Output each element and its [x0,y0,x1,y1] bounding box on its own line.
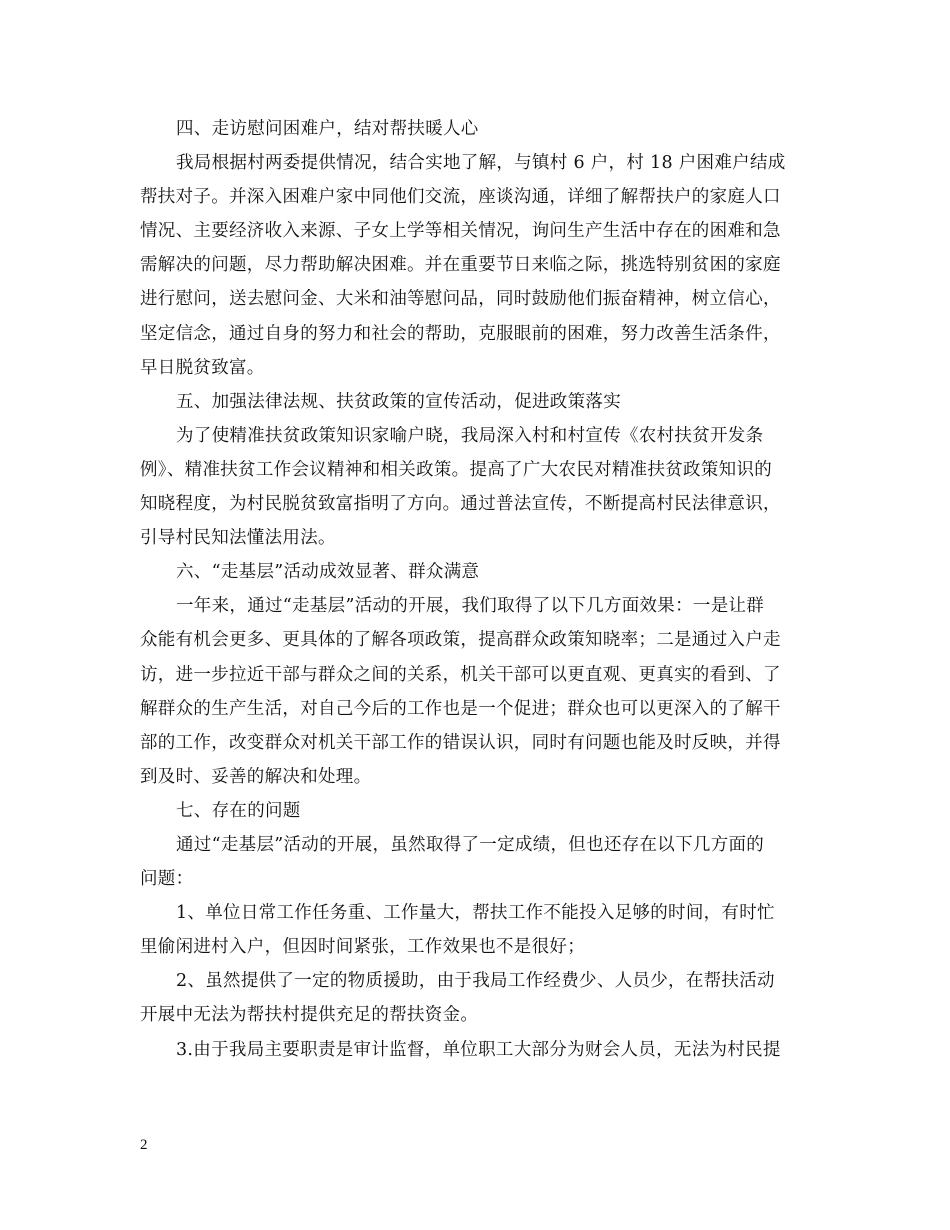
text-line: 开展中无法为帮扶村提供充足的帮扶资金。 [140,1005,479,1026]
paragraph-start-line: 五、加强法律法规、扶贫政策的宣传活动，促进政策落实 [176,391,621,412]
text-line: 访，进一步拉近干部与群众之间的关系，机关干部可以更直观、更真实的看到、了 [140,664,781,685]
text-line: 解群众的生产生活，对自己今后的工作也是一个促进；群众也可以更深入的了解干 [140,698,781,719]
text-line: 引导村民知法懂法用法。 [140,528,336,549]
text-line: 坚定信念，通过自身的努力和社会的帮助，克服眼前的困难，努力改善生活条件， [140,323,781,344]
paragraph-start-line: 2、虽然提供了一定的物质援助，由于我局工作经费少、人员少，在帮扶活动 [176,971,775,992]
text-line: 早日脱贫致富。 [140,357,265,378]
text-line: 问题： [140,869,194,890]
text-line: 知晓程度，为村民脱贫致富指明了方向。通过普法宣传，不断提高村民法律意识， [140,494,781,515]
document-body [140,112,812,1067]
paragraph-start-line: 七、存在的问题 [176,800,301,821]
paragraph-start-line: 1、单位日常工作任务重、工作量大，帮扶工作不能投入足够的时间，有时忙 [176,903,775,924]
text-line: 部的工作，改变群众对机关干部工作的错误认识，同时有问题也能及时反映，并得 [140,732,781,753]
text-line: 众能有机会更多、更具体的了解各项政策，提高群众政策知晓率；二是通过入户走 [140,630,781,651]
text-line: 帮扶对子。并深入困难户家中同他们交流，座谈沟通，详细了解帮扶户的家庭人口 [140,187,781,208]
paragraph-start-line: 3.由于我局主要职责是审计监督，单位职工大部分为财会人员，无法为村民提 [176,1039,781,1060]
text-line: 到及时、妥善的解决和处理。 [140,766,372,787]
paragraph-start-line: 我局根据村两委提供情况，结合实地了解，与镇村 6 户，村 18 户困难户结成 [176,153,786,174]
text-line: 情况、主要经济收入来源、子女上学等相关情况，询问生产生活中存在的困难和急 [140,221,781,242]
text-line: 里偷闲进村入户，但因时间紧张，工作效果也不是很好； [140,937,585,958]
paragraph-start-line: 四、走访慰问困难户，结对帮扶暖人心 [176,119,479,139]
paragraph-start-line: 六、“走基层”活动成效显著、群众满意 [176,562,480,583]
paragraph-start-line: 一年来，通过“走基层”活动的开展，我们取得了以下几方面效果：一是让群 [176,596,765,617]
text-line: 需解决的问题，尽力帮助解决困难。并在重要节日来临之际，挑选特别贫困的家庭 [140,255,781,276]
text-line: 进行慰问，送去慰问金、大米和油等慰问品，同时鼓励他们振奋精神，树立信心， [140,289,781,310]
text-line: 例》、精准扶贫工作会议精神和相关政策。提高了广大农民对精准扶贫政策知识的 [140,459,773,480]
paragraph-start-line: 为了使精准扶贫政策知识家喻户晓，我局深入村和村宣传《农村扶贫开发条 [176,425,764,446]
paragraph-start-line: 通过“走基层”活动的开展，虽然取得了一定成绩，但也还存在以下几方面的 [176,834,765,855]
page-number: 2 [140,1137,148,1153]
